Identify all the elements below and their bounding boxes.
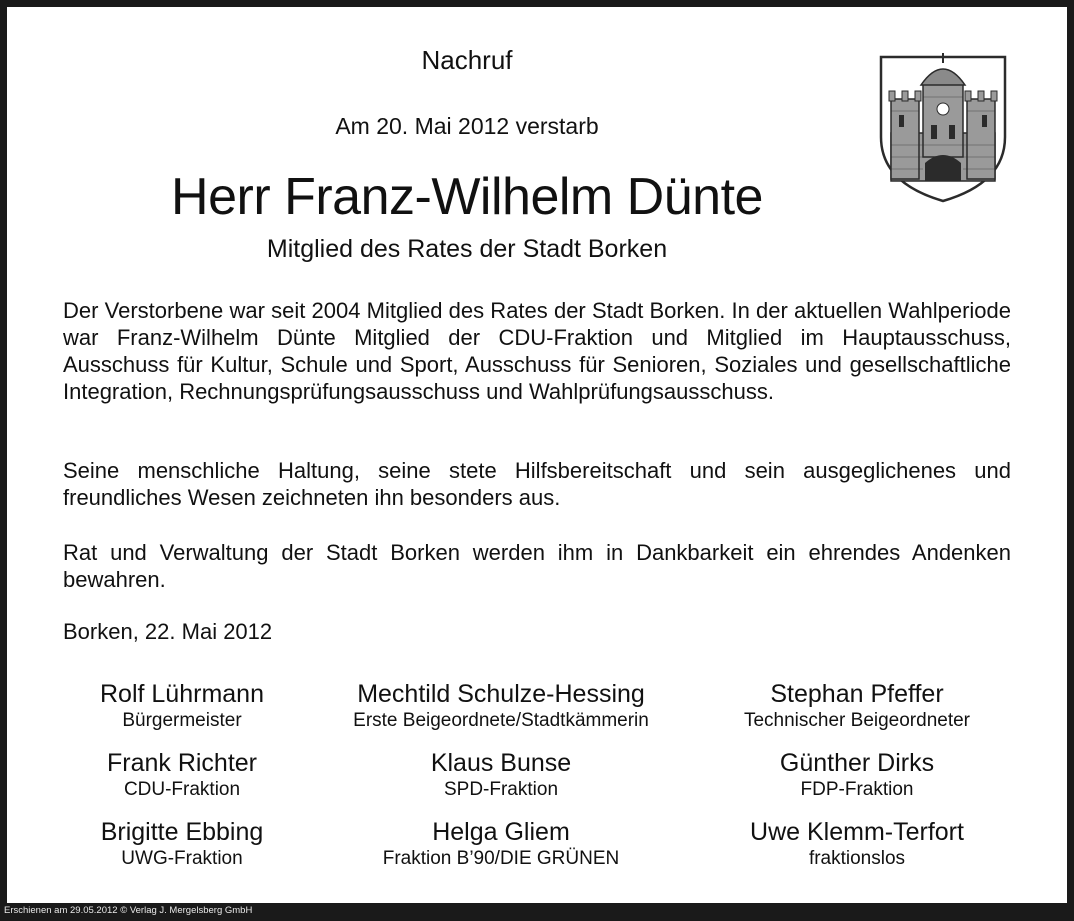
page-title: Nachruf [421, 45, 513, 75]
signatory-role: SPD-Fraktion [443, 779, 559, 800]
signatory [57, 679, 307, 733]
signatory-name: Uwe Klemm-Terfort [750, 818, 964, 846]
signatory-role: Erste Beigeordnete/Stadtkämmerin [353, 710, 649, 731]
signatory-name: Helga Gliem [432, 818, 570, 846]
signatory-name: Frank Richter [106, 749, 258, 777]
signatory [707, 679, 1007, 733]
body-paragraph: Rat und Verwaltung der Stadt Borken werden ihm in Dankbarkeit ein ehrendes Andenken bewahren. [63, 540, 1011, 592]
deceased-role: Mitglied des Rates der Stadt Borken [266, 235, 668, 263]
death-date-line: Am 20. Mai 2012 verstarb [335, 113, 599, 139]
signatory-name: Mechtild Schulze-Hessing [357, 680, 645, 708]
signatory-role: Bürgermeister [122, 710, 242, 731]
signatory-role: Technischer Beigeordneter [743, 710, 971, 731]
signatory-role: Fraktion B’90/DIE GRÜNEN [382, 848, 620, 869]
signatory-name: Günther Dirks [779, 749, 935, 777]
obituary-card [7, 7, 1067, 903]
signatory [57, 748, 307, 802]
signatory-name: Klaus Bunse [430, 749, 572, 777]
signatory-role: fraktionslos [808, 848, 906, 869]
signatory [707, 748, 1007, 802]
place-and-date: Borken, 22. Mai 2012 [63, 619, 273, 644]
signatory-name: Stephan Pfeffer [770, 680, 944, 708]
coat-of-arms-icon [873, 45, 1013, 205]
signatory-role: FDP-Fraktion [800, 779, 914, 800]
signatory-role: UWG-Fraktion [121, 848, 243, 869]
signatory-role: CDU-Fraktion [123, 779, 241, 800]
signatory [707, 817, 1007, 871]
deceased-name: Herr Franz-Wilhelm Dünte [171, 168, 763, 226]
body-paragraph: Der Verstorbene war seit 2004 Mitglied des Rates der Stadt Borken. In der aktuellen Wahlperiode war Franz-Wilhelm Dünte Mitglied der CDU-Fraktion und Mitglied im Hauptausschuss, Ausschuss für Kultur, Schule und Sport, Ausschuss für Senioren, Soziales und gesellschaftliche Integration, Rechnungsprüfungsausschuss und Wahlprüfungsausschuss. [63, 298, 1011, 404]
signatory [325, 748, 677, 802]
signatory [325, 679, 677, 733]
signatory-name: Brigitte Ebbing [100, 818, 264, 846]
signatory [57, 817, 307, 871]
publication-footer: Erschienen am 29.05.2012 © Verlag J. Mergelsberg GmbH [4, 905, 253, 916]
body-paragraph: Seine menschliche Haltung, seine stete Hilfsbereitschaft und sein ausgeglichenes und freundliches Wesen zeichneten ihn besonders aus. [63, 458, 1011, 510]
signatory [325, 817, 677, 871]
signatory-name: Rolf Lührmann [100, 680, 264, 708]
